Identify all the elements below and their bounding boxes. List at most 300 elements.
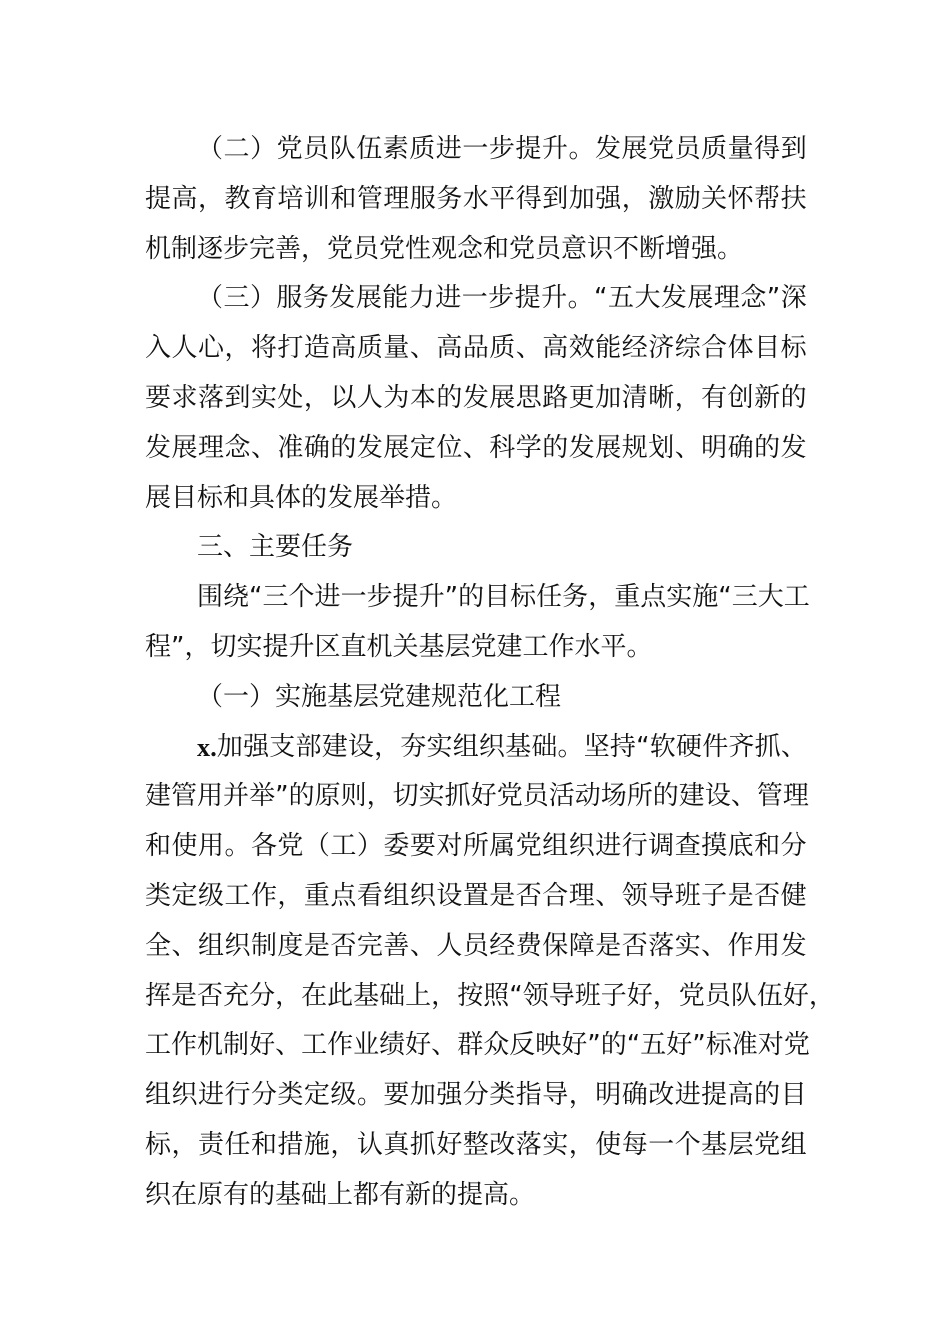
char: 规 xyxy=(621,432,648,463)
char: 调 xyxy=(648,831,675,862)
char: 得 xyxy=(515,183,542,214)
text-line xyxy=(145,922,807,972)
char: 所 xyxy=(462,831,489,862)
char: 升 xyxy=(541,134,568,164)
char: 进 xyxy=(197,1080,224,1111)
char: 目 xyxy=(780,1080,807,1111)
char: 确 xyxy=(727,432,754,463)
char: 处 xyxy=(277,382,304,413)
char: 持 xyxy=(609,731,636,762)
char: 进 xyxy=(435,283,462,314)
char: 制 xyxy=(223,1030,250,1061)
char: 管 xyxy=(171,781,198,812)
char: 绕 xyxy=(223,582,250,613)
char: 点 xyxy=(640,582,667,613)
char: 础 xyxy=(531,731,558,762)
char: 合 xyxy=(542,880,569,911)
char: 是 xyxy=(171,980,198,1011)
char: 员 xyxy=(704,980,731,1011)
char: 切 xyxy=(392,781,419,812)
char: 实 xyxy=(674,930,701,961)
char: 培 xyxy=(277,183,304,214)
char: 为 xyxy=(383,382,410,413)
char: 、 xyxy=(780,731,807,762)
char: 到 xyxy=(780,134,807,164)
char: 行 xyxy=(621,831,648,862)
char: 工 xyxy=(330,831,357,862)
char: 度 xyxy=(277,930,304,961)
char: 划 xyxy=(648,432,675,463)
text-line xyxy=(145,673,807,723)
char: 个 xyxy=(674,1129,701,1160)
char: 党 xyxy=(277,831,304,862)
char: 导 xyxy=(648,880,675,911)
char: 、 xyxy=(730,781,757,812)
char: 施 xyxy=(692,582,719,613)
char: 标 xyxy=(780,333,807,364)
char: 创 xyxy=(727,382,754,413)
char: 人 xyxy=(356,382,383,413)
char: 素 xyxy=(382,134,409,164)
char: 完 xyxy=(356,930,383,961)
char: 大 xyxy=(634,283,661,314)
char: 的 xyxy=(458,582,485,613)
char: 活 xyxy=(548,781,575,812)
char: 科 xyxy=(489,432,516,463)
char: 的 xyxy=(754,1080,781,1111)
char: 好 xyxy=(666,1030,693,1061)
char: 合 xyxy=(701,333,728,364)
char: 发 xyxy=(145,432,172,463)
char: 量 xyxy=(383,333,410,364)
char: 理 xyxy=(568,880,595,911)
char: 深 xyxy=(780,283,807,314)
char: 改 xyxy=(648,1080,675,1111)
char: 导 xyxy=(548,980,575,1011)
char: 发 xyxy=(329,283,356,314)
char: 位 xyxy=(436,432,463,463)
char: 个 xyxy=(288,582,315,613)
char: 队 xyxy=(730,980,757,1011)
char: 照 xyxy=(483,980,510,1011)
char: 发 xyxy=(594,134,621,164)
line-text: 三、主要任务 xyxy=(197,532,354,563)
char: 济 xyxy=(648,333,675,364)
char: 、 xyxy=(431,1030,458,1061)
char: 工 xyxy=(145,1030,172,1061)
char: ， xyxy=(303,382,330,413)
char: 高 xyxy=(727,1080,754,1111)
text-line xyxy=(145,225,807,275)
char: 摸 xyxy=(701,831,728,862)
char: 以 xyxy=(330,382,357,413)
char: ， xyxy=(568,1129,595,1160)
char: 织 xyxy=(478,731,505,762)
char: 的 xyxy=(330,432,357,463)
char: 好 xyxy=(626,980,653,1011)
text-line xyxy=(145,1071,807,1121)
char: 经 xyxy=(621,333,648,364)
char: 质 xyxy=(409,134,436,164)
text-line xyxy=(145,175,807,225)
text-line xyxy=(145,274,807,324)
char: ， xyxy=(366,781,393,812)
char: ， xyxy=(431,980,458,1011)
char: 高 xyxy=(171,183,198,214)
char: 上 xyxy=(405,980,432,1011)
char: 入 xyxy=(145,333,172,364)
char: 举 xyxy=(249,781,276,812)
char: ” xyxy=(275,781,289,812)
char: 每 xyxy=(621,1129,648,1160)
char: 用 xyxy=(197,781,224,812)
char: 任 xyxy=(224,1129,251,1160)
char: 升 xyxy=(418,582,445,613)
char: 。 xyxy=(224,831,251,862)
char: “ xyxy=(718,582,732,613)
char: 层 xyxy=(727,1129,754,1160)
char: （ xyxy=(197,134,224,164)
char: 清 xyxy=(621,382,648,413)
char: 进 xyxy=(595,831,622,862)
char: 绩 xyxy=(379,1030,406,1061)
paragraph xyxy=(145,723,835,1221)
char: 和 xyxy=(250,1129,277,1160)
char: 管 xyxy=(756,781,783,812)
char: 品 xyxy=(462,333,489,364)
char: ） xyxy=(356,831,383,862)
char: 班 xyxy=(574,980,601,1011)
char: 的 xyxy=(436,382,463,413)
char: 映 xyxy=(535,1030,562,1061)
char: 责 xyxy=(197,1129,224,1160)
char: 量 xyxy=(727,134,754,164)
char: 标 xyxy=(145,1129,172,1160)
char: 施 xyxy=(303,1129,330,1160)
char: 设 xyxy=(704,781,731,812)
text-line xyxy=(145,523,807,573)
char: 务 xyxy=(436,183,463,214)
char: 好 xyxy=(249,1030,276,1061)
char: 三 xyxy=(262,582,289,613)
char: 步 xyxy=(488,134,515,164)
char: 。 xyxy=(567,283,594,314)
char: 并 xyxy=(223,781,250,812)
text-line xyxy=(145,125,807,175)
char: 的 xyxy=(754,432,781,463)
char: ， xyxy=(374,731,401,762)
char: 体 xyxy=(727,333,754,364)
char: 子 xyxy=(600,980,627,1011)
char: 新 xyxy=(754,382,781,413)
text-line xyxy=(145,573,810,623)
char: “ xyxy=(594,283,608,314)
char: 党 xyxy=(754,1129,781,1160)
char: 进 xyxy=(435,134,462,164)
char: 查 xyxy=(674,831,701,862)
char: 展 xyxy=(489,382,516,413)
char: 属 xyxy=(489,831,516,862)
char: 组 xyxy=(383,880,410,911)
char: （ xyxy=(197,283,224,314)
char: 员 xyxy=(522,781,549,812)
char: 高 xyxy=(436,333,463,364)
char: 整 xyxy=(462,1129,489,1160)
char: 加 xyxy=(595,382,622,413)
char: “ xyxy=(626,1030,641,1061)
char: 织 xyxy=(568,831,595,862)
char: 分 xyxy=(249,980,276,1011)
char: ， xyxy=(224,333,251,364)
paragraph xyxy=(145,673,807,723)
document-page xyxy=(145,125,835,1221)
char: 围 xyxy=(197,582,224,613)
char: 展 xyxy=(595,432,622,463)
char: 是 xyxy=(727,880,754,911)
char: 管 xyxy=(356,183,383,214)
char: 作 xyxy=(250,880,277,911)
text-line xyxy=(145,872,807,922)
char: 理 xyxy=(713,283,740,314)
char: 众 xyxy=(483,1030,510,1061)
char: 。 xyxy=(568,134,595,164)
char: 组 xyxy=(780,1129,807,1160)
char: ， xyxy=(197,183,224,214)
paragraph xyxy=(145,523,807,573)
char: 能 xyxy=(595,333,622,364)
char: 级 xyxy=(197,880,224,911)
char: 五 xyxy=(640,1030,667,1061)
char: 类 xyxy=(145,880,172,911)
char: 。 xyxy=(356,1080,383,1111)
char: 认 xyxy=(356,1129,383,1160)
char: 领 xyxy=(522,980,549,1011)
char: 队 xyxy=(329,134,356,164)
char: 基 xyxy=(701,1129,728,1160)
char: 真 xyxy=(383,1129,410,1160)
char: 员 xyxy=(303,134,330,164)
char: 进 xyxy=(674,1080,701,1111)
char: 高 xyxy=(330,333,357,364)
char: 强 xyxy=(595,183,622,214)
char: 造 xyxy=(303,333,330,364)
char: 任 xyxy=(536,582,563,613)
char: 的 xyxy=(542,432,569,463)
char: 怀 xyxy=(727,183,754,214)
char: 否 xyxy=(197,980,224,1011)
paragraph xyxy=(145,274,807,523)
char: 理 xyxy=(197,432,224,463)
line-text: 机制逐步完善，党员党性观念和党员意识不断增强。 xyxy=(145,233,744,264)
char: 部 xyxy=(295,731,322,762)
paragraph xyxy=(145,125,807,274)
char: 定 xyxy=(303,1080,330,1111)
char: 织 xyxy=(224,930,251,961)
char: 训 xyxy=(303,183,330,214)
text-line xyxy=(145,374,807,424)
char: 员 xyxy=(462,930,489,961)
char: 步 xyxy=(366,582,393,613)
line-text: 织在原有的基础上都有新的提高。 xyxy=(145,1179,536,1210)
char: 群 xyxy=(457,1030,484,1061)
char: 实 xyxy=(666,582,693,613)
char: 服 xyxy=(276,283,303,314)
char: 发 xyxy=(462,382,489,413)
char: 作 xyxy=(327,1030,354,1061)
char: 展 xyxy=(383,432,410,463)
char: 实 xyxy=(250,382,277,413)
char: 提 xyxy=(392,582,419,613)
char: 对 xyxy=(436,831,463,862)
char: 好 xyxy=(405,1030,432,1061)
char: ” xyxy=(766,283,781,314)
paragraph xyxy=(145,573,810,673)
char: 落 xyxy=(648,930,675,961)
char: 动 xyxy=(574,781,601,812)
char: 软 xyxy=(649,731,676,762)
char: 二 xyxy=(223,134,250,164)
char: 理 xyxy=(782,781,809,812)
char: 抓 xyxy=(409,1129,436,1160)
char: 展 xyxy=(355,283,382,314)
char: 建 xyxy=(145,781,172,812)
char: 关 xyxy=(701,183,728,214)
char: 夯 xyxy=(400,731,427,762)
char: 抓 xyxy=(444,781,471,812)
char: 实 xyxy=(418,781,445,812)
char: 一 xyxy=(461,283,488,314)
char: 一 xyxy=(462,134,489,164)
char: 发 xyxy=(780,432,807,463)
char: 步 xyxy=(488,283,515,314)
char: 类 xyxy=(489,1080,516,1111)
char: 硬 xyxy=(676,731,703,762)
char: 班 xyxy=(674,880,701,911)
char: 务 xyxy=(562,582,589,613)
char: ， xyxy=(275,980,302,1011)
char: 明 xyxy=(701,432,728,463)
char: 制 xyxy=(250,930,277,961)
char: 反 xyxy=(509,1030,536,1061)
char: 原 xyxy=(314,781,341,812)
char: 的 xyxy=(652,781,679,812)
char: 加 xyxy=(568,183,595,214)
char: 确 xyxy=(303,432,330,463)
char: 定 xyxy=(409,432,436,463)
char: 党 xyxy=(783,1030,810,1061)
char: “ xyxy=(636,731,650,762)
char: 按 xyxy=(457,980,484,1011)
char: 支 xyxy=(269,731,296,762)
char: 否 xyxy=(621,930,648,961)
char: 平 xyxy=(489,183,516,214)
char: 健 xyxy=(780,880,807,911)
char: 各 xyxy=(250,831,277,862)
char: 理 xyxy=(383,183,410,214)
char: 发 xyxy=(568,432,595,463)
char: 有 xyxy=(701,382,728,413)
char: 标 xyxy=(510,582,537,613)
char: 级 xyxy=(330,1080,357,1111)
char: 底 xyxy=(727,831,754,862)
text-line xyxy=(145,723,807,773)
text-line xyxy=(145,1171,807,1221)
char: 是 xyxy=(303,930,330,961)
char: 打 xyxy=(277,333,304,364)
char: 、 xyxy=(171,930,198,961)
char: 坚 xyxy=(583,731,610,762)
char: 否 xyxy=(515,880,542,911)
char: 在 xyxy=(301,980,328,1011)
char: 组 xyxy=(145,1080,172,1111)
char: 念 xyxy=(740,283,767,314)
char: 场 xyxy=(600,781,627,812)
char: 展 xyxy=(171,432,198,463)
char: 好 xyxy=(436,1129,463,1160)
char: （ xyxy=(303,831,330,862)
char: “ xyxy=(249,582,263,613)
char: ” xyxy=(587,1030,601,1061)
char: 善 xyxy=(383,930,410,961)
char: 本 xyxy=(409,382,436,413)
char: 和 xyxy=(754,831,781,862)
char: 全 xyxy=(145,930,172,961)
char: 力 xyxy=(408,283,435,314)
char: 明 xyxy=(595,1080,622,1111)
char: 党 xyxy=(515,831,542,862)
char: 工 xyxy=(224,880,251,911)
char: 设 xyxy=(436,880,463,911)
char: 障 xyxy=(568,930,595,961)
char: 重 xyxy=(614,582,641,613)
text-line xyxy=(145,1021,810,1071)
char: 、 xyxy=(275,1030,302,1061)
char: 党 xyxy=(276,134,303,164)
char: 教 xyxy=(224,183,251,214)
char: 使 xyxy=(171,831,198,862)
char: ” xyxy=(692,1030,706,1061)
char: 水 xyxy=(462,183,489,214)
char: 委 xyxy=(383,831,410,862)
char: 好 xyxy=(782,980,809,1011)
line-text: （一）实施基层党建规范化工程 xyxy=(197,681,562,712)
char: 机 xyxy=(197,1030,224,1061)
char: 念 xyxy=(224,432,251,463)
char: 作 xyxy=(171,1030,198,1061)
char: 实 xyxy=(542,1129,569,1160)
char: 好 xyxy=(470,781,497,812)
char: 业 xyxy=(353,1030,380,1061)
char: 三 xyxy=(223,283,250,314)
char: 将 xyxy=(250,333,277,364)
char: 子 xyxy=(701,880,728,911)
char: 组 xyxy=(197,930,224,961)
char: 实 xyxy=(426,731,453,762)
char: 服 xyxy=(409,183,436,214)
char: 用 xyxy=(754,930,781,961)
char: 三 xyxy=(731,582,758,613)
char: 分 xyxy=(462,1080,489,1111)
char: 升 xyxy=(541,283,568,314)
char: 学 xyxy=(515,432,542,463)
char: 作 xyxy=(727,930,754,961)
char: 加 xyxy=(216,731,243,762)
char: 类 xyxy=(277,1080,304,1111)
char: 准 xyxy=(731,1030,758,1061)
char: 织 xyxy=(409,880,436,911)
char: 要 xyxy=(383,1080,410,1111)
char: 是 xyxy=(595,930,622,961)
